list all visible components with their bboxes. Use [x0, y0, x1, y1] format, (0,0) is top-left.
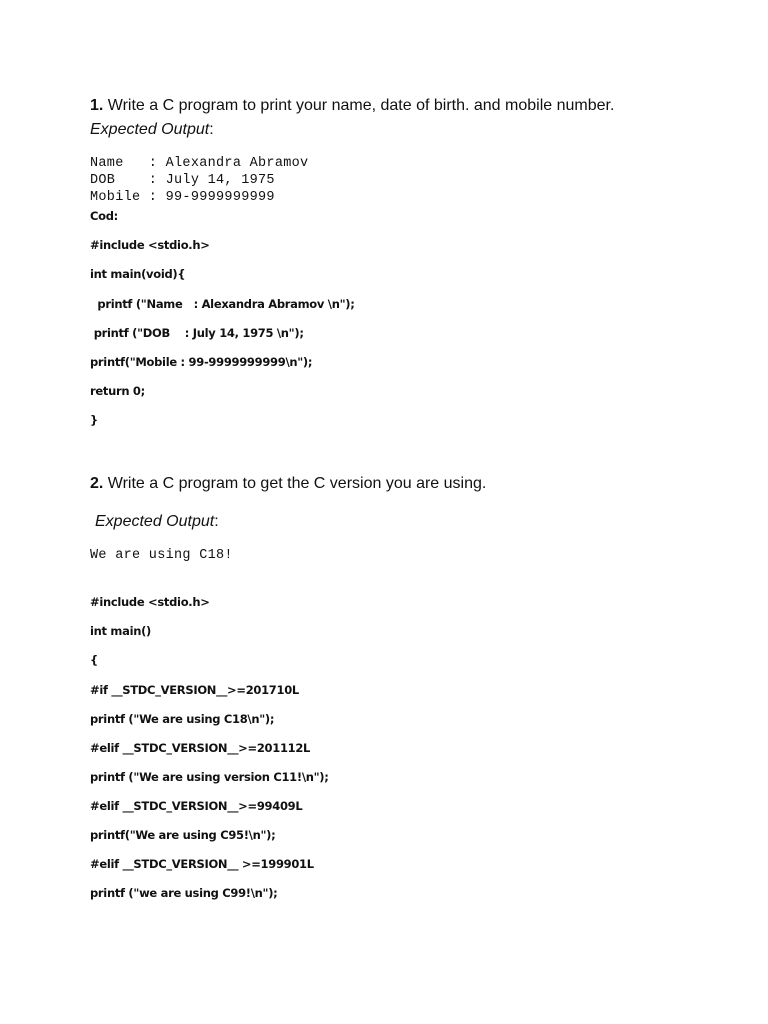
output-line: DOB : July 14, 1975	[90, 173, 275, 188]
question-1-title	[90, 96, 614, 116]
output-line: Name : Alexandra Abramov	[90, 156, 309, 171]
question-1-expected-label: Expected Output	[90, 121, 210, 138]
question-1-expected-output	[90, 155, 308, 206]
code-line: }	[90, 413, 98, 427]
question-1-expected-heading	[90, 120, 214, 140]
output-line: Mobile : 99-9999999999	[90, 190, 275, 205]
code-line: #elif __STDC_VERSION__>=99409L	[90, 799, 303, 813]
code-line: printf ("We are using C18\n");	[90, 712, 275, 726]
code-line: return 0;	[90, 384, 145, 398]
question-2-expected-heading	[95, 512, 219, 532]
question-2-expected-label: Expected Output	[95, 513, 215, 530]
code-line: #include <stdio.h>	[90, 595, 210, 609]
code-line: printf ("Name : Alexandra Abramov \n");	[90, 297, 355, 311]
question-2-text: Write a C program to get the C version you are using.	[103, 475, 487, 492]
code-line: #if __STDC_VERSION__>=201710L	[90, 683, 299, 697]
code-line: printf ("we are using C99!\n");	[90, 886, 278, 900]
code-line: #include <stdio.h>	[90, 238, 210, 252]
question-1-expected-colon: :	[209, 121, 214, 138]
question-2-expected-output	[90, 547, 233, 564]
code-line: #elif __STDC_VERSION__>=201112L	[90, 741, 311, 755]
code-line: printf ("We are using version C11!\n");	[90, 770, 329, 784]
code-line: printf ("DOB : July 14, 1975 \n");	[90, 326, 304, 340]
question-1-text: Write a C program to print your name, date of birth. and mobile number.	[103, 97, 615, 114]
question-1-number: 1.	[90, 97, 104, 114]
code-line: {	[90, 653, 98, 667]
code-line: printf("We are using C95!\n");	[90, 828, 276, 842]
code-line: #elif __STDC_VERSION__ >=199901L	[90, 857, 314, 871]
code-line: int main()	[90, 624, 152, 638]
code-line: int main(void){	[90, 267, 186, 281]
question-2-number: 2.	[90, 475, 104, 492]
question-2-expected-colon: :	[214, 513, 219, 530]
question-2-title	[90, 474, 486, 494]
output-line: We are using C18!	[90, 548, 233, 563]
code-line: printf("Mobile : 99-9999999999\n");	[90, 355, 313, 369]
question-1-code-label: Cod:	[90, 209, 118, 223]
